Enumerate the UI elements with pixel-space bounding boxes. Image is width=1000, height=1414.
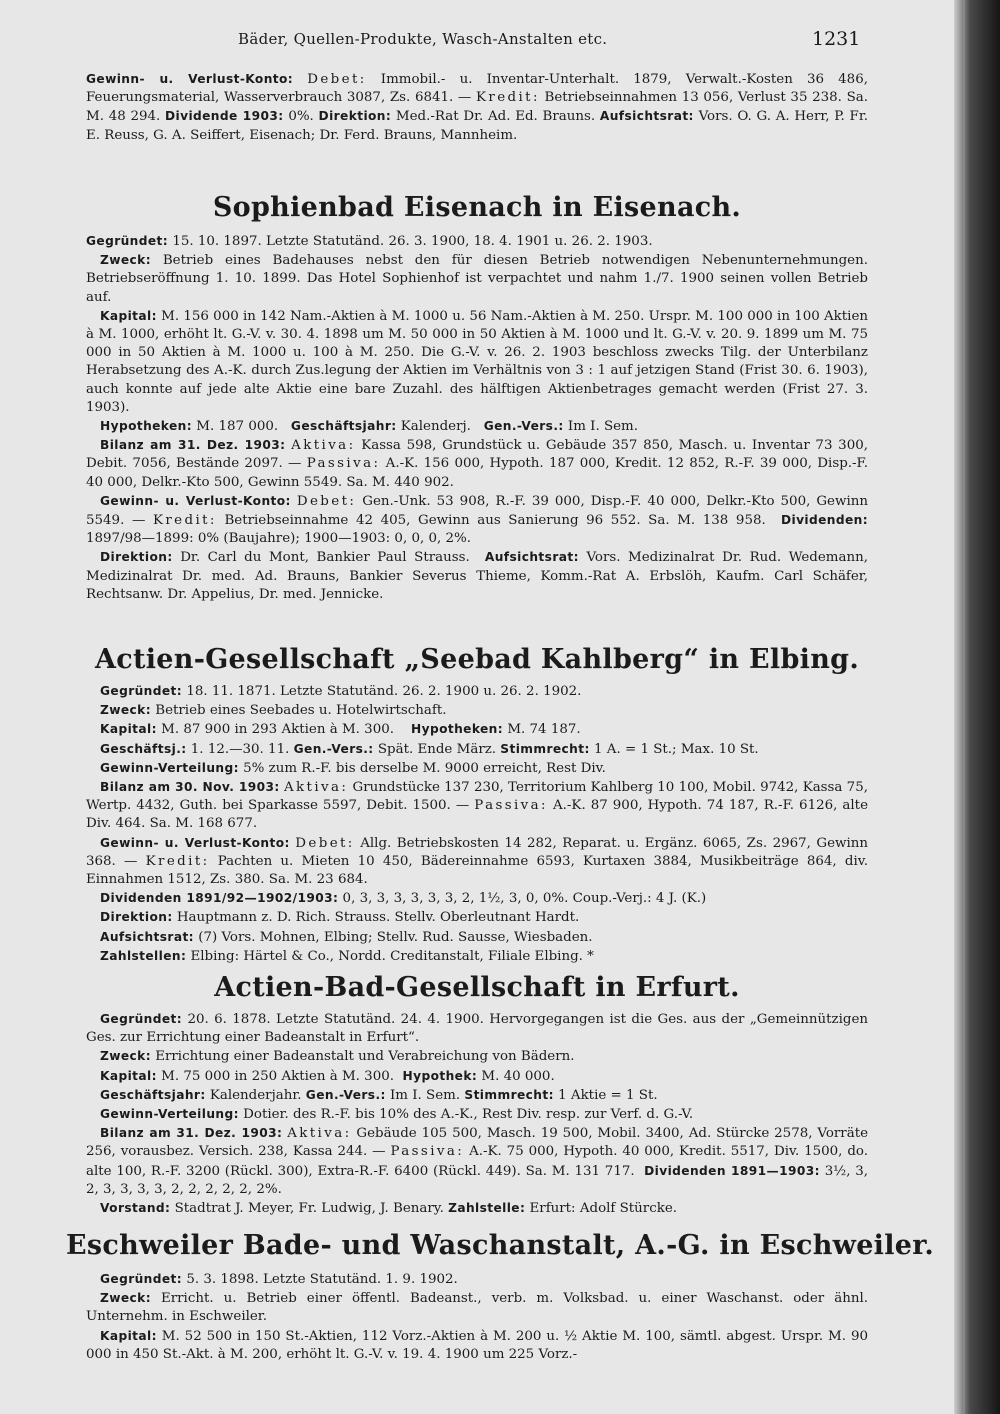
genvers-label: Gen.-Vers.: [483,419,564,434]
gegruendet-text: 20. 6. 1878. Letzte Statutänd. 24. 4. 1900. Hervorgegangen ist die Ges. aus der „Gemeinnützigen Ges. zur Errichtung einer Badeanstalt in Erfurt“. [86,1012,868,1046]
hypothek-text: M. 40 000. [481,1068,555,1084]
gv-line [86,492,868,549]
debet-label: Debet: [295,835,355,851]
direktion-label: Direktion: [100,910,173,925]
passiva-label: Passiva: [390,1144,465,1160]
zweck-line [86,251,868,307]
gv-line [86,834,868,890]
zweck-text: Errichtung einer Badeanstalt und Verabreichung von Bädern. [155,1049,575,1065]
gv-label: Gewinn- u. Verlust-Konto: [100,493,291,508]
genvers-text: Im I. Sem. [390,1087,461,1103]
direktion-label: Direktion: [318,109,392,124]
direktion-text: Med.-Rat Dr. Ad. Ed. Brauns. [395,109,596,125]
gegruendet-label: Gegründet: [100,684,183,698]
hypotheken-text: M. 74 187. [507,722,581,738]
gv-label: Gewinn- u. Verlust-Konto: [86,72,294,86]
kapital-label: Kapital: [100,1068,157,1083]
kredit-text: Pachten u. Mieten 10 450, Bädereinnahme 6593, Kurtaxen 3884, Musikbeiträge 864, div. Einnahmen 1512, Zs. 380. Sa. M. 23 684. [86,853,868,888]
kredit-label: Kredit: [145,853,210,869]
hypotheken-label: Hypotheken: [100,419,193,434]
gewinnverteilung-line [86,759,868,778]
aktiva-label: Aktiva: [287,1126,352,1142]
hypotheken-line [86,417,868,436]
bilanz-line [86,1124,868,1199]
geschaeftsjahr-line [86,1086,868,1105]
genvers-label: Gen.-Vers.: [305,1087,386,1102]
geschaeftsj-text: 1. 12.—30. 11. [190,741,290,757]
section-eschweiler [86,1270,868,1364]
gewinnverteilung-text: Dotier. des R.-F. bis 10% des A.-K., Rest Div. resp. zur Verf. d. G.-V. [243,1107,694,1123]
stimmrecht-text: 1 Aktie = 1 St. [558,1087,658,1103]
gegruendet-text: 15. 10. 1897. Letzte Statutänd. 26. 3. 1900, 18. 4. 1901 u. 26. 2. 1903. [172,234,653,249]
aktiva-text: Grundstücke 137 230, Territorium Kahlberg 10 100, Mobil. 9742, Kassa 75, Wertp. 4432, Guth. bei Sparkasse 5597, Debit. 1500. — [86,780,868,814]
passiva-text: A.-K. 156 000, Hypoth. 187 000, Kredit. 12 852, R.-F. 39 000, Disp.-F. 40 000, Delkr.-Kto 500, Gewinn 5549. Sa. M. 440 902. [86,456,869,490]
kapital-line [86,1327,868,1364]
dividenden-label: Dividenden: [780,513,868,528]
zweck-text: Erricht. u. Betrieb einer öffentl. Badeanst., verb. m. Volksbad. u. einer Waschanst. oder ähnl. Unternehm. in Eschweiler. [86,1291,868,1325]
aktiva-text: Kassa 598, Grundstück u. Gebäude 357 850, Masch. u. Inventar 73 300, Debit. 7056, Bestände 2097. — [86,438,868,472]
zahlstellen-label: Zahlstellen: [100,948,187,963]
aufsichtsrat-text: Vors. O. G. A. Herr, P. Fr. E. Reuss, G. A. Seiffert, Eisenach; Dr. Ferd. Brauns, Mannheim. [86,109,868,143]
vorstand-line [86,1199,868,1218]
zweck-text: Betrieb eines Badehauses nebst den für diesen Betrieb notwendigen Nebenunternehmungen. Betriebseröffnung 1. 10. 1899. Das Hotel Sophienhof ist verpachtet und nahm 1./7. 1900 seinen vollen Betrieb auf. [86,253,868,305]
kapital-line [86,720,868,739]
book-binding-edge [954,0,1000,1414]
section-erfurt [86,1010,868,1218]
zweck-line [86,701,868,720]
gegruendet-line [86,232,868,251]
zweck-label: Zweck: [100,253,151,268]
geschaeftsj-label: Geschäftsj.: [100,741,187,756]
debet-text: Immobil.- u. Inventar-Unterhalt. 1879, Verwalt.-Kosten 36 486, Feuerungsmaterial, Wasserverbrauch 3087, Zs. 6841. — [86,72,868,106]
gewinnverteilung-label: Gewinn-Verteilung: [100,760,239,775]
geschaeftsjahr-text: Kalenderjahr. [209,1087,302,1103]
kapital-label: Kapital: [100,722,157,737]
debet-text: Allg. Betriebskosten 14 282, Reparat. u. Ergänz. 6065, Zs. 2967, Gewinn 368. — [86,835,869,869]
gegruendet-label: Gegründet: [86,234,169,248]
aufsichtsrat-text: (7) Vors. Mohnen, Elbing; Stellv. Rud. Sausse, Wiesbaden. [198,929,593,945]
vorstand-text: Stadtrat J. Meyer, Fr. Ludwig, J. Benary. [174,1201,444,1217]
stimmrecht-label: Stimmrecht: [464,1087,554,1102]
aufsichtsrat-line [86,928,868,947]
zweck-label: Zweck: [100,703,151,718]
passiva-text: A.-K. 75 000, Hypoth. 40 000, Kredit. 5517, Div. 1500, do. alte 100, R.-F. 3200 (Rückl. 300), Extra-R.-F. 6400 (Rückl. 449). Sa. M. 131 717. [86,1144,868,1179]
genvers-label: Gen.-Vers.: [293,741,374,756]
carryover-entry [86,70,868,145]
gegruendet-label: Gegründet: [100,1012,183,1026]
binding-line [962,0,965,1414]
dividende-text: 0%. [288,109,314,125]
aktiva-text: Gebäude 105 500, Masch. 19 500, Mobil. 3400, Ad. Stürcke 2578, Vorräte 256, vorausbez. Versich. 238, Kassa 244. — [86,1126,868,1160]
direktion-text: Hauptmann z. D. Rich. Strauss. Stellv. Oberleutnant Hardt. [176,910,580,926]
direktion-line [86,548,868,604]
hypotheken-label: Hypotheken: [411,722,504,737]
section-title-kahlberg: Actien-Gesellschaft „Seebad Kahlberg“ in Elbing. [94,644,860,675]
gegruendet-line [86,682,868,701]
running-title: Bäder, Quellen-Produkte, Wasch-Anstalten etc. [238,30,608,48]
debet-label: Debet: [296,493,357,509]
gewinnverteilung-text: 5% zum R.-F. bis derselbe M. 9000 erreicht, Rest Div. [243,760,606,776]
aufsichtsrat-label: Aufsichtsrat: [599,109,694,124]
kapital-label: Kapital: [100,308,157,323]
vorstand-label: Vorstand: [100,1201,171,1216]
zweck-line [86,1289,868,1326]
kapital-text: M. 52 500 in 150 St.-Aktien, 112 Vorz.-Aktien à M. 200 u. ½ Aktie M. 100, sämtl. abgest. Urspr. M. 90 000 in 450 St.-Akt. à M. 200, erhöht lt. G.-V. v. 19. 4. 1900 um 225 Vorz.- [86,1328,868,1362]
gegruendet-line [86,1010,868,1047]
geschaeftsjahr-label: Geschäftsjahr: [290,419,397,434]
gegruendet-line [86,1270,868,1289]
passiva-label: Passiva: [474,798,548,814]
gewinnverteilung-line [86,1105,868,1124]
aufsichtsrat-label: Aufsichtsrat: [100,929,194,944]
genvers-text: Im I. Sem. [567,419,639,435]
aufsichtsrat-text: Vors. Medizinalrat Dr. Rud. Wedemann, Medizinalrat Dr. med. Ad. Brauns, Bankier Severus Thieme, Komm.-Rat A. Erbslöh, Kaufm. Carl Schäfer, Rechtsanw. Dr. Appelius, Dr. med. Jennicke. [86,550,868,602]
geschaeftsj-line [86,740,868,759]
bilanz-label: Bilanz am 31. Dez. 1903: [100,438,286,453]
dividenden-text: 3½, 3, 2, 3, 3, 3, 3, 2, 2, 2, 2, 2, 2%. [86,1163,868,1197]
dividenden-label: Dividenden 1891—1903: [644,1163,820,1178]
zweck-label: Zweck: [100,1291,151,1306]
kapital-line [86,307,868,417]
zahlstellen-line [86,947,868,966]
gv-label: Gewinn- u. Verlust-Konto: [100,835,290,850]
kredit-text: Betriebseinnahmen 13 056, Verlust 35 238. Sa. M. 48 294. [86,90,868,125]
geschaeftsjahr-label: Geschäftsjahr: [100,1087,206,1102]
geschaeftsjahr-text: Kalenderj. [400,419,471,435]
section-sophienbad [86,232,868,604]
stimmrecht-text: 1 A. = 1 St.; Max. 10 St. [594,741,759,757]
passiva-label: Passiva: [306,456,381,472]
hypotheken-text: M. 187 000. [196,419,279,435]
page-number: 1231 [812,28,861,50]
genvers-text: Spät. Ende März. [377,741,497,757]
dividenden-label: Dividenden 1891/92—1902/1903: [100,891,339,906]
debet-text: Gen.-Unk. 53 908, R.-F. 39 000, Disp.-F. 40 000, Delkr.-Kto 500, Gewinn 5549. — [86,493,868,529]
kredit-text: Betriebseinnahme 42 405, Gewinn aus Sanierung 96 552. Sa. M. 138 958. [224,513,766,529]
zahlstelle-label: Zahlstelle: [448,1201,526,1216]
gegruendet-text: 5. 3. 1898. Letzte Statutänd. 1. 9. 1902. [186,1272,458,1287]
stimmrecht-label: Stimmrecht: [500,741,590,756]
dividenden-line [86,889,868,908]
zweck-label: Zweck: [100,1049,151,1064]
dividenden-text: 1897/98—1899: 0% (Baujahre); 1900—1903: 0, 0, 0, 2%. [86,531,472,547]
kapital-text: M. 75 000 in 250 Aktien à M. 300. [161,1068,394,1084]
bilanz-line [86,436,868,492]
passiva-text: A.-K. 87 900, Hypoth. 74 187, R.-F. 6126, alte Div. 464. Sa. M. 168 677. [86,798,868,832]
dividende-label: Dividende 1903: [165,109,284,124]
section-title-sophienbad: Sophienbad Eisenach in Eisenach. [212,192,742,223]
gewinnverteilung-label: Gewinn-Verteilung: [100,1107,239,1122]
direktion-line [86,908,868,927]
debet-label: Debet: [307,72,367,87]
kapital-text: M. 156 000 in 142 Nam.-Aktien à M. 1000 u. 56 Nam.-Aktien à M. 250. Urspr. M. 100 000 in 100 Aktien à M. 1000, erhöht lt. G.-V. v. 30. 4. 1898 um M. 50 000 in 50 Aktien à M. 1000 und lt. G.-V. v. 20. 9. 1899 um M. 75 000 in 50 Aktien à M. 1000 u. 100 à M. 250. Die G.-V. v. 26. 2. 1903 beschloss zwecks Tilg. der Unterbilanz Herabsetzung des A.-K. durch Zus.legung der Aktien im Verhältnis von 3 : 1 auf jetzigen Stand (Frist 30. 6. 1903), auch konnte auf jede alte Aktie eine bare Zuzahl. des hälftigen Aktienbetrages gemacht werden (Frist 27. 3. 1903). [86,308,869,415]
zahlstellen-text: Elbing: Härtel & Co., Nordd. Creditanstalt, Filiale Elbing. * [190,948,594,964]
kapital-text: M. 87 900 in 293 Aktien à M. 300. [161,722,394,738]
bilanz-label: Bilanz am 31. Dez. 1903: [100,1126,283,1141]
kapital-label: Kapital: [100,1328,157,1343]
aktiva-label: Aktiva: [283,780,349,796]
dividenden-text: 0, 3, 3, 3, 3, 3, 3, 2, 1½, 3, 0, 0%. Coup.-Verj.: 4 J. (K.) [342,891,707,907]
zweck-line [86,1047,868,1066]
direktion-text: Dr. Carl du Mont, Bankier Paul Strauss. [180,550,470,566]
direktion-label: Direktion: [100,550,173,565]
bilanz-line [86,778,868,834]
section-title-erfurt: Actien-Bad-Gesellschaft in Erfurt. [214,972,740,1003]
zahlstelle-text: Erfurt: Adolf Stürcke. [529,1201,677,1217]
kredit-label: Kredit: [152,513,217,529]
kredit-label: Kredit: [475,90,540,106]
bilanz-label: Bilanz am 30. Nov. 1903: [100,780,280,795]
section-kahlberg [86,682,868,966]
section-title-eschweiler: Eschweiler Bade- und Waschanstalt, A.-G. in Eschweiler. [66,1230,935,1261]
kapital-line [86,1067,868,1086]
carryover-paragraph [86,70,868,145]
gegruendet-text: 18. 11. 1871. Letzte Statutänd. 26. 2. 1900 u. 26. 2. 1902. [186,684,582,699]
aufsichtsrat-label: Aufsichtsrat: [484,550,579,565]
hypothek-label: Hypothek: [402,1068,478,1083]
aktiva-label: Aktiva: [291,438,356,454]
gegruendet-label: Gegründet: [100,1272,183,1286]
zweck-text: Betrieb eines Seebades u. Hotelwirtschaft. [155,703,447,719]
